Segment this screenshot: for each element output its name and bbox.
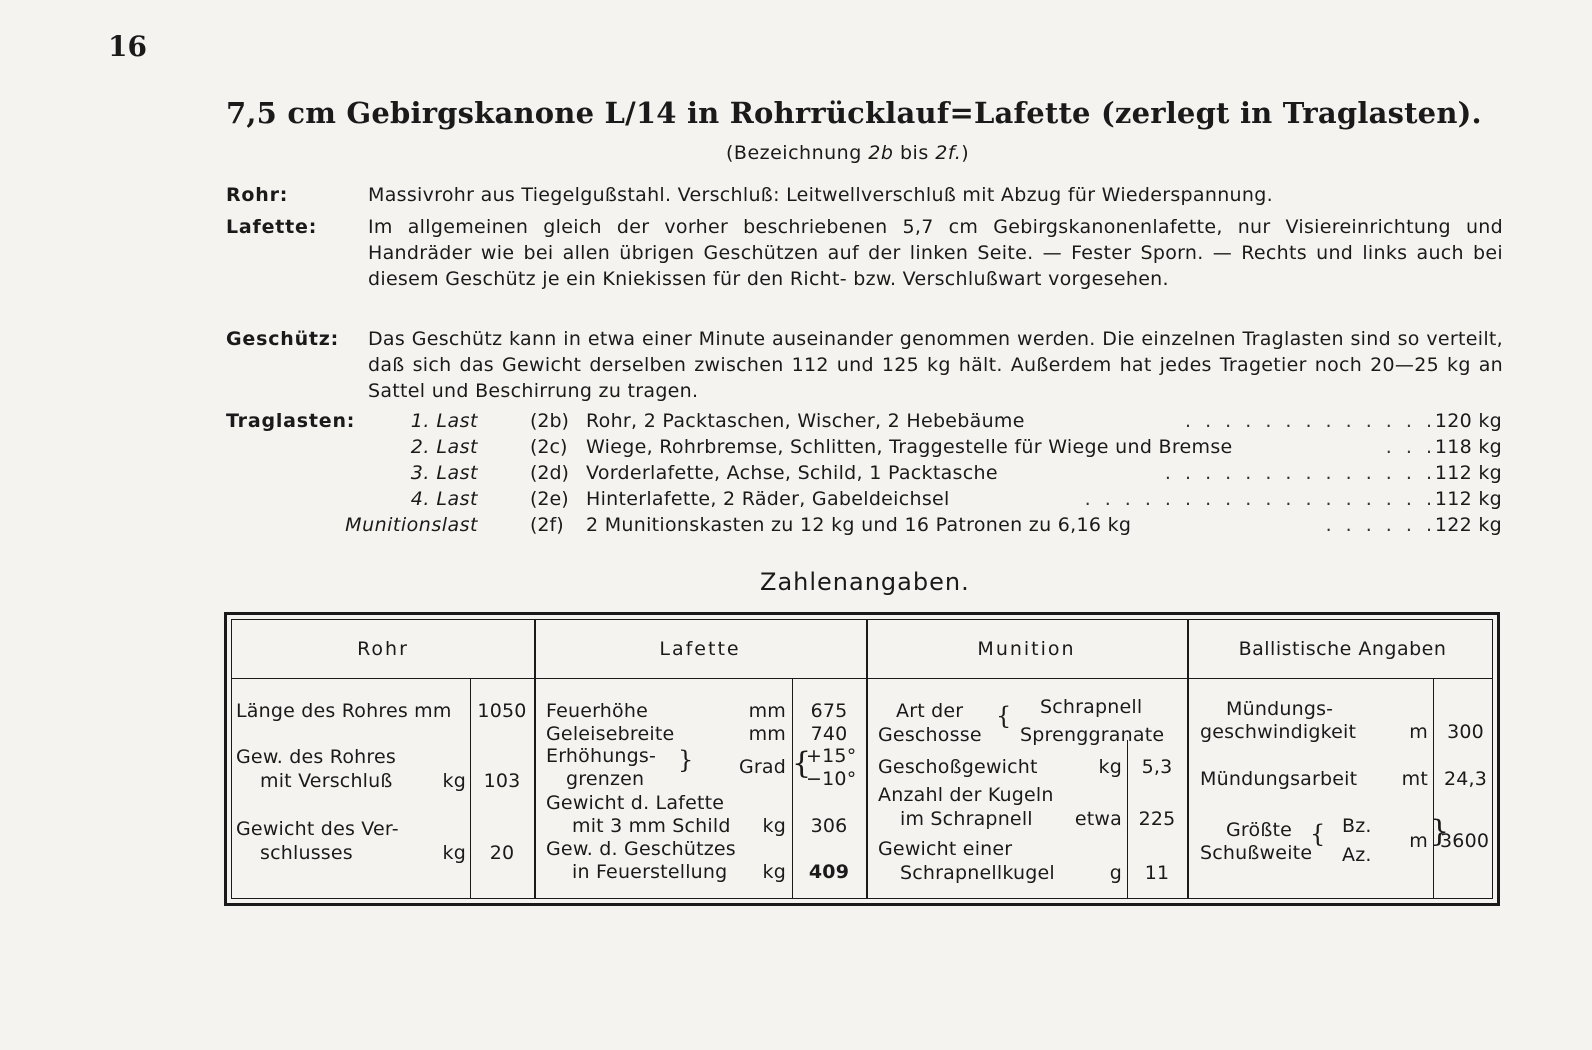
column-divider	[534, 620, 536, 898]
gun-weight-label-1: Gew. d. Geschützes	[546, 838, 736, 860]
subtitle-prefix: (Bezeichnung	[726, 142, 869, 164]
leader-dots: . . . . . .	[1325, 514, 1436, 536]
load-desc: Rohr, 2 Packtaschen, Wischer, 2 Hebebäume	[586, 410, 1025, 432]
projectile-weight-value: 5,3	[1141, 756, 1173, 778]
projectile-type-shrapnel: Schrapnell	[1040, 696, 1143, 718]
max-range-unit: m	[1409, 830, 1428, 852]
header-munition: Munition	[977, 638, 1076, 660]
rohr-weight-label-2: mit Verschluß	[260, 770, 393, 792]
table-heading: Zahlenangaben.	[760, 568, 970, 596]
projectile-type-label-1: Art der	[896, 700, 964, 722]
brace-icon: }	[1430, 814, 1450, 849]
muzzle-energy-value: 24,3	[1443, 768, 1488, 790]
projectile-weight-unit: kg	[1098, 756, 1122, 778]
table-inner-frame	[231, 619, 1493, 899]
loads-label: Traglasten:	[226, 410, 356, 432]
fire-height-label: Feuerhöhe	[546, 700, 648, 722]
subtitle-code-b: 2f.	[935, 142, 962, 164]
rohr-weight-value: 103	[483, 770, 521, 792]
load-desc: Wiege, Rohrbremse, Schlitten, Traggestelle für Wiege und Bremse	[586, 436, 1233, 458]
subtitle-mid: bis	[893, 142, 936, 164]
ball-weight-unit: g	[1109, 862, 1122, 884]
max-range-az: Az.	[1342, 844, 1372, 866]
column-divider	[866, 620, 868, 898]
leader-dots: . . .	[1385, 436, 1436, 458]
ball-count-label-1: Anzahl der Kugeln	[878, 784, 1054, 806]
carriage-weight-label-1: Gewicht d. Lafette	[546, 792, 725, 814]
load-code: (2f)	[530, 514, 564, 536]
leader-dots: . . . . . . . . . . . . . . . . . .	[1084, 488, 1436, 510]
subtitle	[726, 142, 969, 164]
load-code: (2e)	[530, 488, 569, 510]
section-label: Rohr:	[226, 184, 289, 206]
load-name: 2. Last	[410, 436, 478, 458]
data-table	[224, 612, 1500, 906]
load-weight: 120 kg	[1434, 410, 1502, 432]
max-range-value: 3600	[1440, 830, 1490, 852]
fire-height-unit: mm	[748, 700, 786, 722]
projectile-type-label-2: Geschosse	[878, 724, 982, 746]
leader-dots: . . . . . . . . . . . . .	[1185, 410, 1436, 432]
muzzle-energy-unit: mt	[1401, 768, 1428, 790]
projectile-type-shell: Sprenggranate	[1020, 724, 1165, 746]
section-label: Geschütz:	[226, 328, 340, 350]
section-text: Massivrohr aus Tiegelgußstahl. Verschluß: Leitwellverschluß mit Abzug für Wiederspannung.	[368, 184, 1273, 206]
muzzle-velocity-label-1: Mündungs-	[1226, 698, 1334, 720]
load-code: (2c)	[530, 436, 568, 458]
section-geschuetz	[226, 326, 1526, 404]
ball-weight-label-1: Gewicht einer	[878, 838, 1013, 860]
breech-weight-unit: kg	[442, 842, 466, 864]
load-desc: Vorderlafette, Achse, Schild, 1 Packtasche	[586, 462, 998, 484]
muzzle-velocity-value: 300	[1447, 721, 1484, 743]
carriage-weight-unit: kg	[762, 815, 786, 837]
load-weight: 118 kg	[1434, 436, 1502, 458]
rohr-length-label: Länge des Rohres mm	[236, 700, 452, 722]
muzzle-velocity-unit: m	[1409, 721, 1428, 743]
section-lafette	[226, 214, 1526, 318]
column-divider	[1187, 620, 1189, 898]
section-rohr	[226, 182, 1526, 208]
elevation-label-1: Erhöhungs-	[546, 745, 657, 767]
leader-dots: . . . . . . . . . . . . . .	[1164, 462, 1436, 484]
elevation-label-2: grenzen	[566, 768, 645, 790]
section-text: Im allgemeinen gleich der vorher beschriebenen 5,7 cm Gebirgskanonenlafette, nur Visiereinrichtung und Handräder wie bei allen übrigen Geschützen auf der linken Seite. — Fester Sporn. — Rechts und links auch bei diesem Geschütz je ein Kniekissen für den Richt- bzw. Verschlußwart vorgesehen.	[368, 216, 1503, 290]
ball-count-unit: etwa	[1074, 808, 1122, 830]
load-weight: 122 kg	[1434, 514, 1502, 536]
rohr-length-value: 1050	[477, 700, 527, 722]
load-name: 3. Last	[410, 462, 478, 484]
carriage-weight-label-2: mit 3 mm Schild	[572, 815, 731, 837]
header-rohr: Rohr	[357, 638, 409, 660]
load-code: (2d)	[530, 462, 569, 484]
breech-weight-value: 20	[489, 842, 515, 864]
load-weight: 112 kg	[1434, 462, 1502, 484]
elevation-min: −10°	[806, 768, 857, 790]
muzzle-energy-label: Mündungsarbeit	[1200, 768, 1358, 790]
muzzle-velocity-label-2: geschwindigkeit	[1200, 721, 1357, 743]
max-range-label-1: Größte	[1226, 819, 1293, 841]
breech-weight-label-2: schlusses	[260, 842, 353, 864]
load-row	[226, 514, 1526, 540]
load-row	[226, 462, 1526, 488]
brace-icon: }	[678, 746, 694, 774]
track-width-value: 740	[810, 723, 848, 745]
load-row	[226, 488, 1526, 514]
load-code: (2b)	[530, 410, 569, 432]
load-row	[226, 436, 1526, 462]
elevation-unit: Grad	[738, 756, 786, 778]
rohr-weight-unit: kg	[442, 770, 466, 792]
gun-weight-unit: kg	[762, 861, 786, 883]
subtitle-suffix: )	[961, 142, 970, 164]
track-width-unit: mm	[748, 723, 786, 745]
header-lafette: Lafette	[659, 638, 741, 660]
load-weight: 112 kg	[1434, 488, 1502, 510]
fire-height-value: 675	[810, 700, 848, 722]
page-title: 7,5 cm Gebirgskanone L/14 in Rohrrücklauf=Lafette (zerlegt in Traglasten).	[226, 96, 1482, 130]
gun-weight-value: 409	[808, 861, 850, 883]
carriage-weight-value: 306	[810, 815, 848, 837]
track-width-label: Geleisebreite	[546, 723, 675, 745]
load-name: 1. Last	[410, 410, 478, 432]
subtitle-code-a: 2b	[868, 142, 894, 164]
section-text: Das Geschütz kann in etwa einer Minute auseinander genommen werden. Die einzelnen Traglasten sind so verteilt, daß sich das Gewicht derselben zwischen 112 und 125 kg hält. Außerdem hat jedes Tragetier noch 20—25 kg an Sattel und Beschirrung zu tragen.	[368, 328, 1503, 402]
header-divider	[232, 678, 1492, 679]
max-range-label-2: Schußweite	[1200, 842, 1313, 864]
load-desc: Hinterlafette, 2 Räder, Gabeldeichsel	[586, 488, 950, 510]
ball-weight-label-2: Schrapnellkugel	[900, 862, 1055, 884]
section-label: Lafette:	[226, 216, 318, 238]
brace-icon: {	[996, 702, 1012, 730]
load-desc: 2 Munitionskasten zu 12 kg und 16 Patronen zu 6,16 kg	[586, 514, 1132, 536]
ball-count-label-2: im Schrapnell	[900, 808, 1033, 830]
projectile-weight-label: Geschoßgewicht	[878, 756, 1038, 778]
load-row	[226, 410, 1526, 436]
load-name: 4. Last	[410, 488, 478, 510]
brace-icon: {	[792, 746, 812, 781]
breech-weight-label-1: Gewicht des Ver-	[236, 818, 399, 840]
elevation-max: +15°	[806, 745, 857, 767]
max-range-bz: Bz.	[1342, 815, 1372, 837]
rohr-weight-label-1: Gew. des Rohres	[236, 746, 396, 768]
page-number: 16	[108, 30, 147, 63]
gun-weight-label-2: in Feuerstellung	[572, 861, 728, 883]
load-name: Munitionslast	[345, 514, 478, 536]
brace-icon: {	[1310, 820, 1326, 848]
ball-weight-value: 11	[1144, 862, 1170, 884]
header-ballistik: Ballistische Angaben	[1238, 638, 1447, 660]
ball-count-value: 225	[1138, 808, 1176, 830]
